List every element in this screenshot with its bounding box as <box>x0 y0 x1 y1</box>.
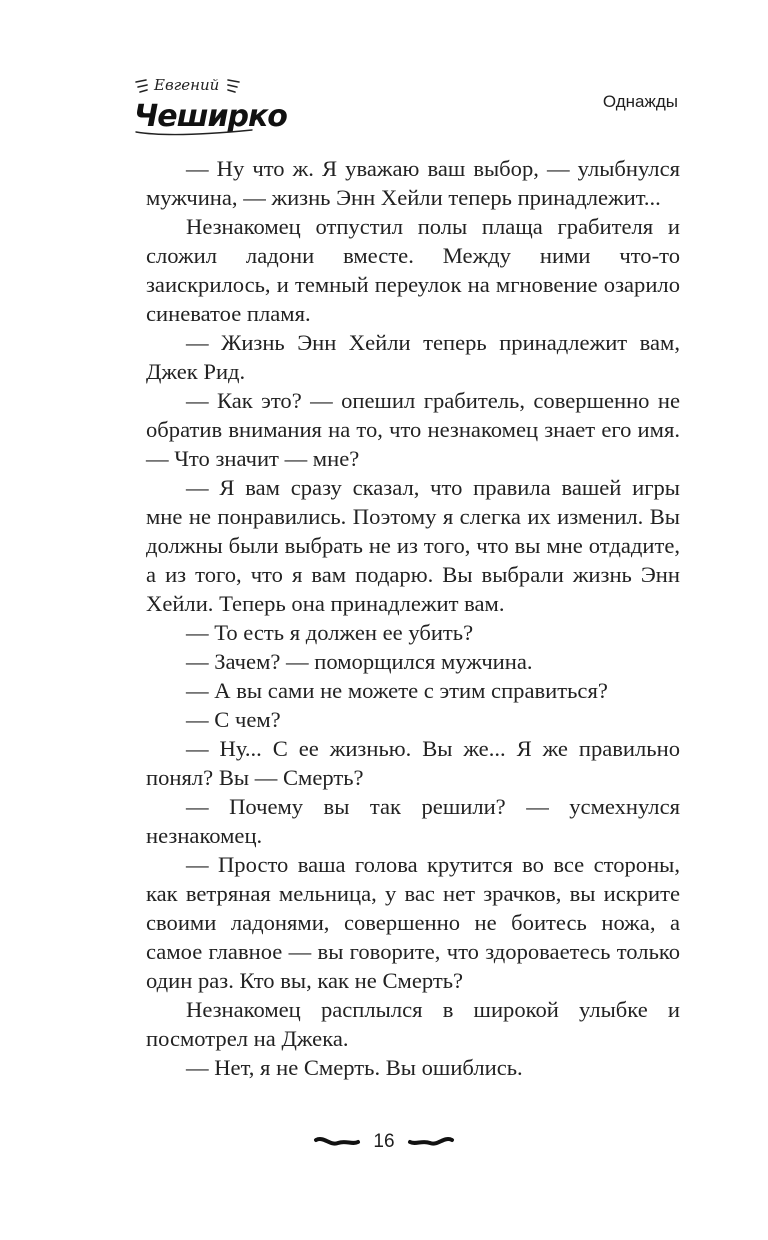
left-swash-ornament <box>314 1134 360 1150</box>
paragraph: Незнакомец расплылся в широкой улыбке и посмотрел на Джека. <box>146 997 680 1051</box>
paragraph: Незнакомец отпустил полы плаща грабителя и сложил ладони вместе. Между ними что-то заискрилось, и темный переулок на мгновение озарило синеватое пламя. <box>146 214 680 326</box>
paragraph: — Просто ваша голова крутится во все стороны, как ветряная мельница, у вас нет зрачков, вы искрите своими ладонями, совершенно не боитесь ножа, а самое главное — вы говорите, что здороваетесь только один раз. Кто вы, как не Смерть? <box>146 852 680 993</box>
page-footer <box>0 1122 768 1162</box>
paragraph: — Почему вы так решили? — усмехнулся незнакомец. <box>146 794 680 848</box>
paragraph: — Ну что ж. Я уважаю ваш выбор, — улыбнулся мужчина, — жизнь Энн Хейли теперь принадлежит... <box>146 156 680 210</box>
right-swash-ornament <box>408 1134 454 1150</box>
paragraph: — Как это? — опешил грабитель, совершенно не обратив внимания на то, что незнакомец знает его имя. — Что значит — мне? <box>146 388 680 471</box>
page-number: 16 <box>373 1131 395 1152</box>
paragraph: — Нет, я не Смерть. Вы ошиблись. <box>186 1055 523 1080</box>
paragraph: — То есть я должен ее убить? <box>186 620 474 645</box>
author-logo <box>132 68 287 140</box>
paragraph: — Зачем? — поморщился мужчина. <box>186 649 533 674</box>
paragraph: — Жизнь Энн Хейли теперь принадлежит вам, Джек Рид. <box>146 330 680 384</box>
paragraph: — Ну... С ее жизнью. Вы же... Я же правильно понял? Вы — Смерть? <box>146 736 680 790</box>
body-text <box>146 154 680 1082</box>
paragraph: — С чем? <box>186 707 281 732</box>
author-logo-image <box>132 68 287 140</box>
svg-text:Чеширко: Чеширко <box>134 99 287 134</box>
paragraph: — А вы сами не можете с этим справиться? <box>186 678 608 703</box>
svg-text:Евгений: Евгений <box>154 76 220 94</box>
paragraph: — Я вам сразу сказал, что правила вашей игры мне не понравились. Поэтому я слегка их изменил. Вы должны были выбрать не из того, что вы мне отдадите, а из того, что я вам подарю. Вы выбрали жизнь Энн Хейли. Теперь она принадлежит вам. <box>146 475 680 616</box>
running-header-title: Однажды <box>602 92 678 111</box>
